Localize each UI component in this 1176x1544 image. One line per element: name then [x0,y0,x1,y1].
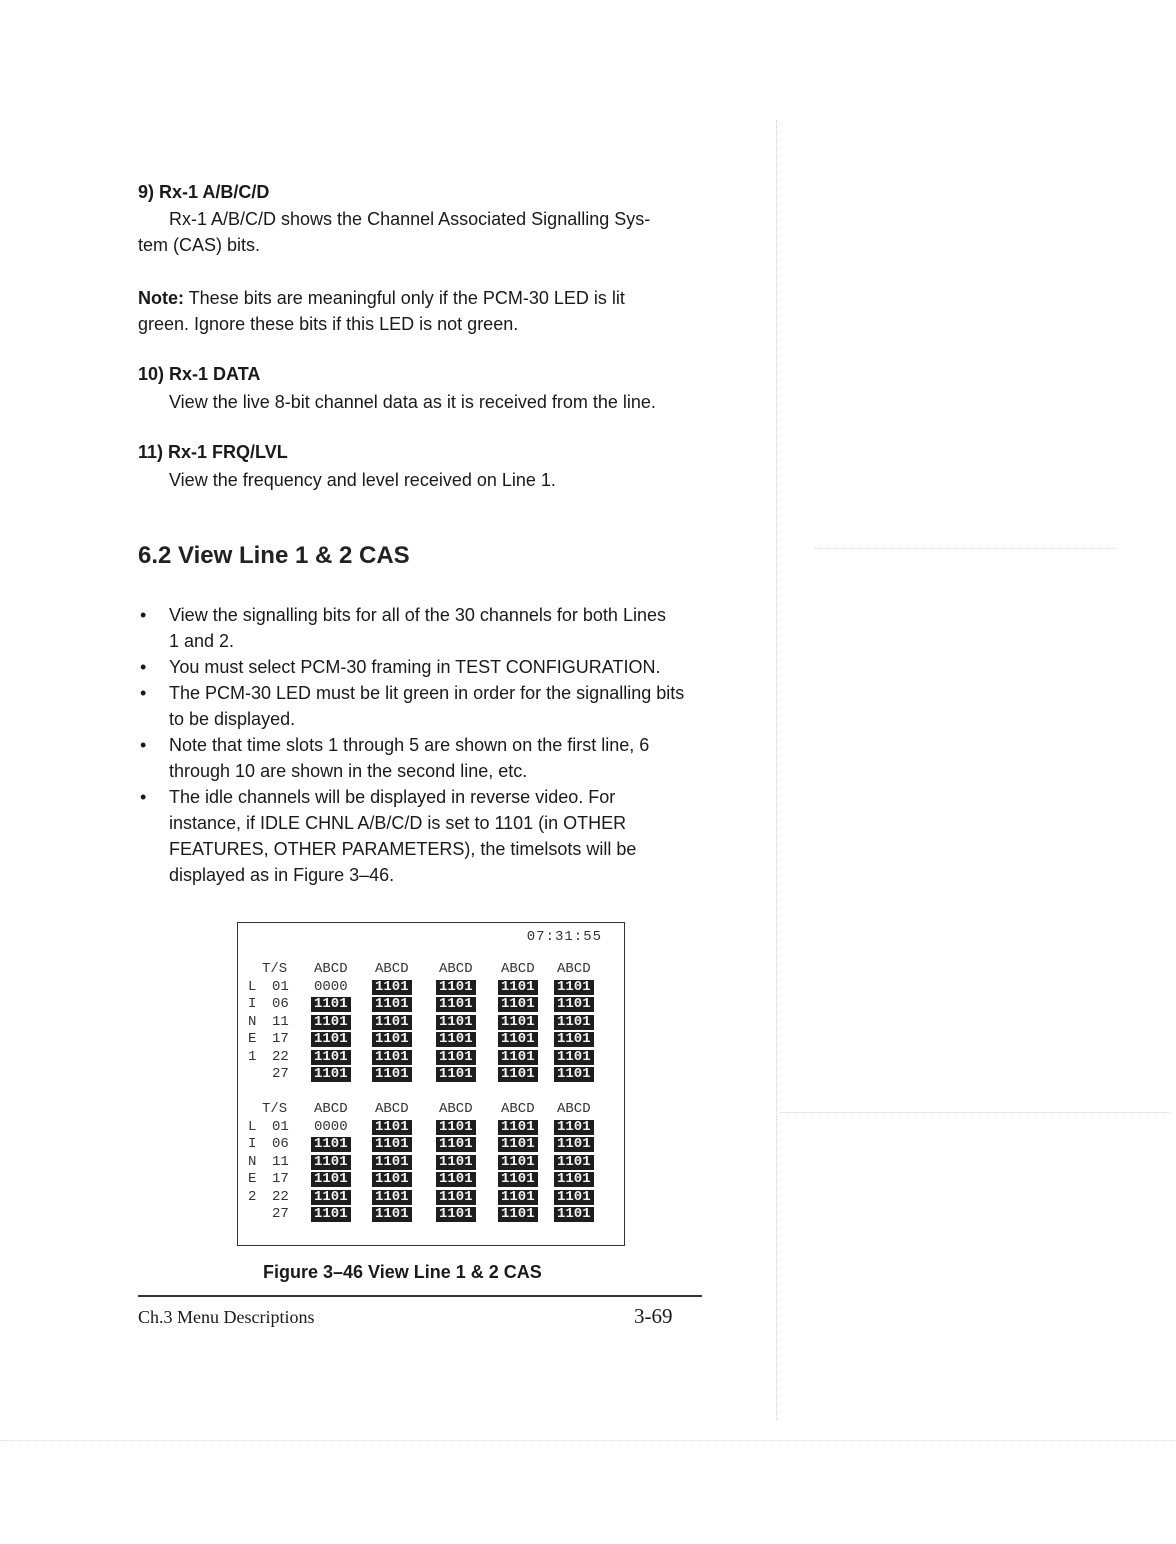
idle-channel-cell: 1101 [498,1207,538,1222]
idle-channel-cell: 1101 [311,1050,351,1065]
note-label: Note: [138,288,184,308]
idle-channel-cell: 1101 [311,1155,351,1170]
time-slot-number: 01 [272,1118,289,1135]
idle-channel-cell: 1101 [554,1207,594,1222]
footer-rule [138,1295,702,1297]
idle-channel-cell: 1101 [372,1172,412,1187]
section-body-9-line1: Rx-1 A/B/C/D shows the Channel Associated Signalling Sys- [169,209,651,229]
time-slot-number: 22 [272,1048,289,1065]
signalling-cell: 0000 [314,978,348,995]
note-paragraph [138,285,702,337]
bullet-text: View the signalling bits for all of the 30 channels for both Lines [169,605,666,625]
time-slot-number: 06 [272,1136,289,1152]
idle-channel-cell: 1101 [372,1155,412,1170]
bullet-item [138,602,702,654]
figure-caption: Figure 3–46 View Line 1 & 2 CAS [263,1262,542,1282]
idle-channel-cell: 1101 [436,1015,476,1030]
idle-channel-cell: 1101 [372,1050,412,1065]
bullet-text: displayed as in Figure 3–46. [169,865,395,885]
idle-channel-cell: 1101 [554,1120,594,1135]
bullet-text: You must select PCM-30 framing in TEST CONFIGURATION. [169,657,661,677]
bullet-text: through 10 are shown in the second line, etc. [169,761,528,781]
abcd-header: ABCD [501,961,535,977]
idle-channel-cell: 1101 [498,1155,538,1170]
cas-display-screen [237,922,625,1246]
idle-channel-cell: 1101 [554,980,594,995]
bullet-list [138,602,702,888]
bullet-item [138,680,702,732]
idle-channel-cell: 1101 [311,1015,351,1030]
time-slot-number: 27 [272,1066,289,1082]
section-body-11-text: View the frequency and level received on Line 1. [169,470,556,490]
idle-channel-cell: 1101 [554,1032,594,1047]
idle-channel-cell: 1101 [436,1067,476,1082]
bullet-item [138,654,702,680]
time-slot-number: 22 [272,1188,289,1205]
bullet-text: Note that time slots 1 through 5 are shown on the first line, 6 [169,735,650,755]
line-label-letter: I [248,1136,257,1152]
bullet-item [138,732,702,784]
idle-channel-cell: 1101 [311,997,351,1012]
idle-channel-cell: 1101 [554,1015,594,1030]
section-body-9-line2: tem (CAS) bits. [138,235,261,255]
idle-channel-cell: 1101 [372,1032,412,1047]
idle-channel-cell: 1101 [554,1050,594,1065]
line-label-letter: 1 [248,1048,257,1065]
time-slot-number: 01 [272,978,289,995]
abcd-header: ABCD [501,1101,535,1117]
idle-channel-cell: 1101 [554,1155,594,1170]
section-body-10 [138,389,702,415]
line-label-letter: N [248,1153,257,1170]
bullet-text: instance, if IDLE CHNL A/B/C/D is set to 1101 (in OTHER [169,813,627,833]
section-body-10-text: View the live 8-bit channel data as it is received from the line. [169,392,656,412]
signalling-cell: 0000 [314,1118,348,1135]
idle-channel-cell: 1101 [498,1015,538,1030]
bullet-text: 1 and 2. [169,631,235,651]
idle-channel-cell: 1101 [498,997,538,1012]
section-heading-11: 11) Rx-1 FRQ/LVL [138,442,288,462]
line-label-letter: I [248,996,257,1012]
line-label-letter: L [248,1118,257,1135]
page-number: 3-69 [634,1304,673,1328]
idle-channel-cell: 1101 [372,1120,412,1135]
bullet-text: to be displayed. [169,709,296,729]
abcd-header: ABCD [314,1101,348,1117]
idle-channel-cell: 1101 [372,1067,412,1082]
line-label-letter: E [248,1031,257,1047]
idle-channel-cell: 1101 [498,1190,538,1205]
idle-channel-cell: 1101 [498,1032,538,1047]
time-slot-number: 06 [272,996,289,1012]
idle-channel-cell: 1101 [311,1207,351,1222]
idle-channel-cell: 1101 [498,980,538,995]
screen-clock: 07:31:55 [526,929,602,945]
idle-channel-cell: 1101 [372,1137,412,1152]
bullet-dot-icon: • [140,787,147,807]
bullet-item [138,784,702,888]
idle-channel-cell: 1101 [311,1032,351,1047]
idle-channel-cell: 1101 [554,997,594,1012]
idle-channel-cell: 1101 [498,1050,538,1065]
binding-edge-line [776,120,777,1420]
idle-channel-cell: 1101 [436,1207,476,1222]
idle-channel-cell: 1101 [372,1015,412,1030]
idle-channel-cell: 1101 [436,1137,476,1152]
idle-channel-cell: 1101 [436,1032,476,1047]
idle-channel-cell: 1101 [311,1172,351,1187]
note-text-line2: green. Ignore these bits if this LED is not green. [138,314,519,334]
idle-channel-cell: 1101 [436,1155,476,1170]
abcd-header: ABCD [439,1101,473,1117]
scan-edge-line [0,1440,1176,1441]
abcd-header: ABCD [557,961,591,977]
time-slot-number: 11 [272,1013,289,1030]
bullet-text: The PCM-30 LED must be lit green in order for the signalling bits [169,683,685,703]
section-body-11 [138,467,702,493]
idle-channel-cell: 1101 [498,1137,538,1152]
bullet-text: The idle channels will be displayed in reverse video. For [169,787,616,807]
section-heading-10: 10) Rx-1 DATA [138,364,261,384]
time-slot-number: 17 [272,1031,289,1047]
time-slot-number: 11 [272,1153,289,1170]
idle-channel-cell: 1101 [372,980,412,995]
section-body-9 [138,206,702,258]
idle-channel-cell: 1101 [436,1190,476,1205]
abcd-header: ABCD [375,1101,409,1117]
time-slot-number: 17 [272,1171,289,1187]
idle-channel-cell: 1101 [554,1137,594,1152]
idle-channel-cell: 1101 [436,997,476,1012]
footer-chapter: Ch.3 Menu Descriptions [138,1307,315,1327]
abcd-header: ABCD [314,961,348,977]
bullet-text: FEATURES, OTHER PARAMETERS), the timelsots will be [169,839,637,859]
idle-channel-cell: 1101 [436,980,476,995]
bullet-dot-icon: • [140,683,147,703]
line-label-letter: E [248,1171,257,1187]
idle-channel-cell: 1101 [372,997,412,1012]
idle-channel-cell: 1101 [498,1120,538,1135]
ts-header: T/S [262,961,288,977]
ts-header: T/S [262,1101,288,1117]
scan-noise-dots [780,1112,1170,1113]
idle-channel-cell: 1101 [554,1172,594,1187]
idle-channel-cell: 1101 [436,1172,476,1187]
abcd-header: ABCD [439,961,473,977]
idle-channel-cell: 1101 [498,1172,538,1187]
idle-channel-cell: 1101 [554,1067,594,1082]
line-label-letter: N [248,1013,257,1030]
idle-channel-cell: 1101 [498,1067,538,1082]
idle-channel-cell: 1101 [372,1190,412,1205]
idle-channel-cell: 1101 [311,1137,351,1152]
note-text-line1: These bits are meaningful only if the PCM-30 LED is lit [184,288,625,308]
abcd-header: ABCD [557,1101,591,1117]
idle-channel-cell: 1101 [554,1190,594,1205]
section-title-6-2: 6.2 View Line 1 & 2 CAS [138,542,410,569]
idle-channel-cell: 1101 [311,1067,351,1082]
bullet-dot-icon: • [140,735,147,755]
line-label-letter: 2 [248,1188,257,1205]
line-label-letter: L [248,978,257,995]
idle-channel-cell: 1101 [311,1190,351,1205]
idle-channel-cell: 1101 [436,1050,476,1065]
bullet-dot-icon: • [140,657,147,677]
bullet-dot-icon: • [140,605,147,625]
idle-channel-cell: 1101 [372,1207,412,1222]
time-slot-number: 27 [272,1206,289,1222]
section-heading-9: 9) Rx-1 A/B/C/D [138,182,270,202]
scan-noise-dots [815,548,1115,549]
idle-channel-cell: 1101 [436,1120,476,1135]
abcd-header: ABCD [375,961,409,977]
